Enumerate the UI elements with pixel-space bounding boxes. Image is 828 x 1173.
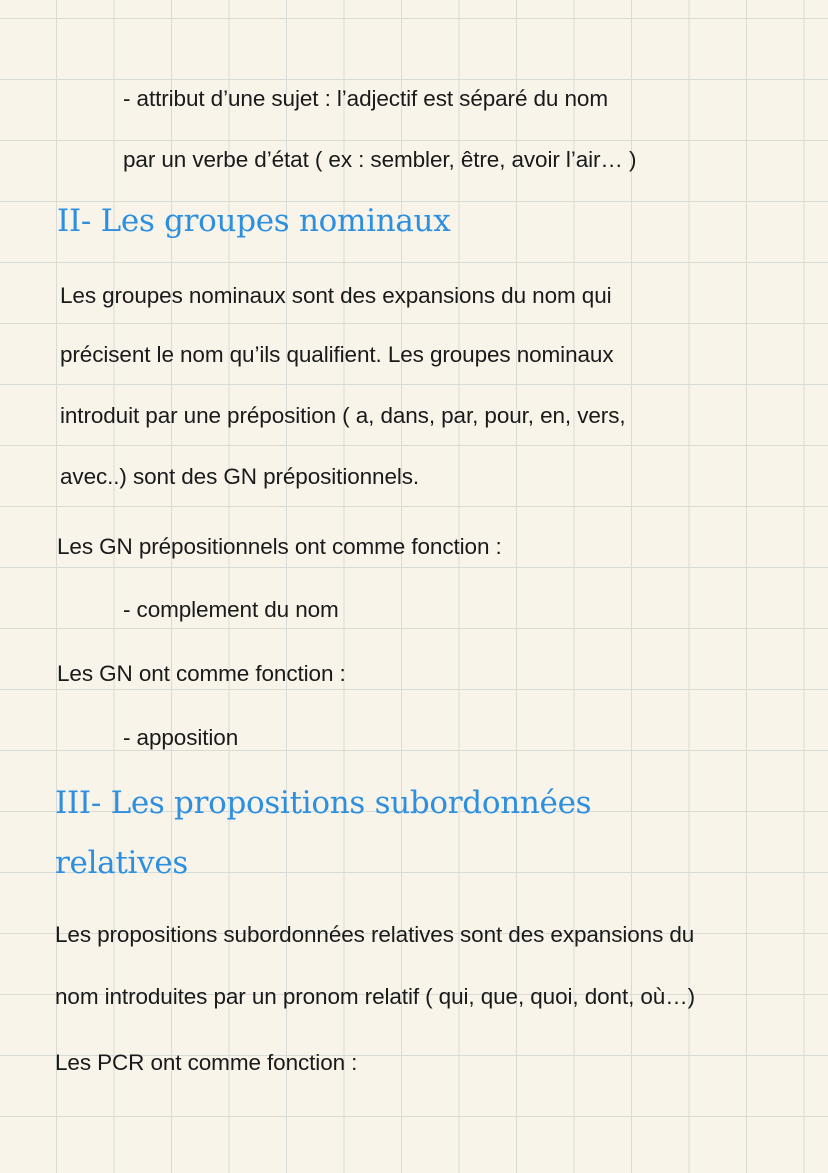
relatives-paragraph-line-1: Les propositions subordonnées relatives sont des expansions du <box>55 922 695 947</box>
gn-prepositionnels-function-label: Les GN prépositionnels ont comme fonction : <box>57 534 502 559</box>
gn-paragraph-line-4: avec..) sont des GN prépositionnels. <box>60 464 420 489</box>
heading-propositions-subordonnees-line-1: III- Les propositions subordonnées <box>55 785 592 821</box>
heading-groupes-nominaux: II- Les groupes nominaux <box>57 203 451 239</box>
apposition-item: - apposition <box>123 725 239 750</box>
gn-paragraph-line-2: précisent le nom qu’ils qualifient. Les groupes nominaux <box>60 342 614 367</box>
gn-paragraph-line-3: introduit par une préposition ( a, dans, par, pour, en, vers, <box>60 403 626 428</box>
complement-du-nom-item: - complement du nom <box>123 597 339 622</box>
gn-function-label: Les GN ont comme fonction : <box>57 661 346 686</box>
attribut-bullet-line-2: par un verbe d’état ( ex : sembler, être, avoir l’air… ) <box>123 147 637 172</box>
relatives-paragraph-line-2: nom introduites par un pronom relatif ( qui, que, quoi, dont, où…) <box>55 984 696 1009</box>
gn-paragraph-line-1: Les groupes nominaux sont des expansions du nom qui <box>60 283 612 308</box>
pcr-function-label: Les PCR ont comme fonction : <box>55 1050 358 1075</box>
heading-propositions-subordonnees-line-2: relatives <box>55 845 189 881</box>
attribut-bullet-line-1: - attribut d’une sujet : l’adjectif est séparé du nom <box>123 86 608 111</box>
